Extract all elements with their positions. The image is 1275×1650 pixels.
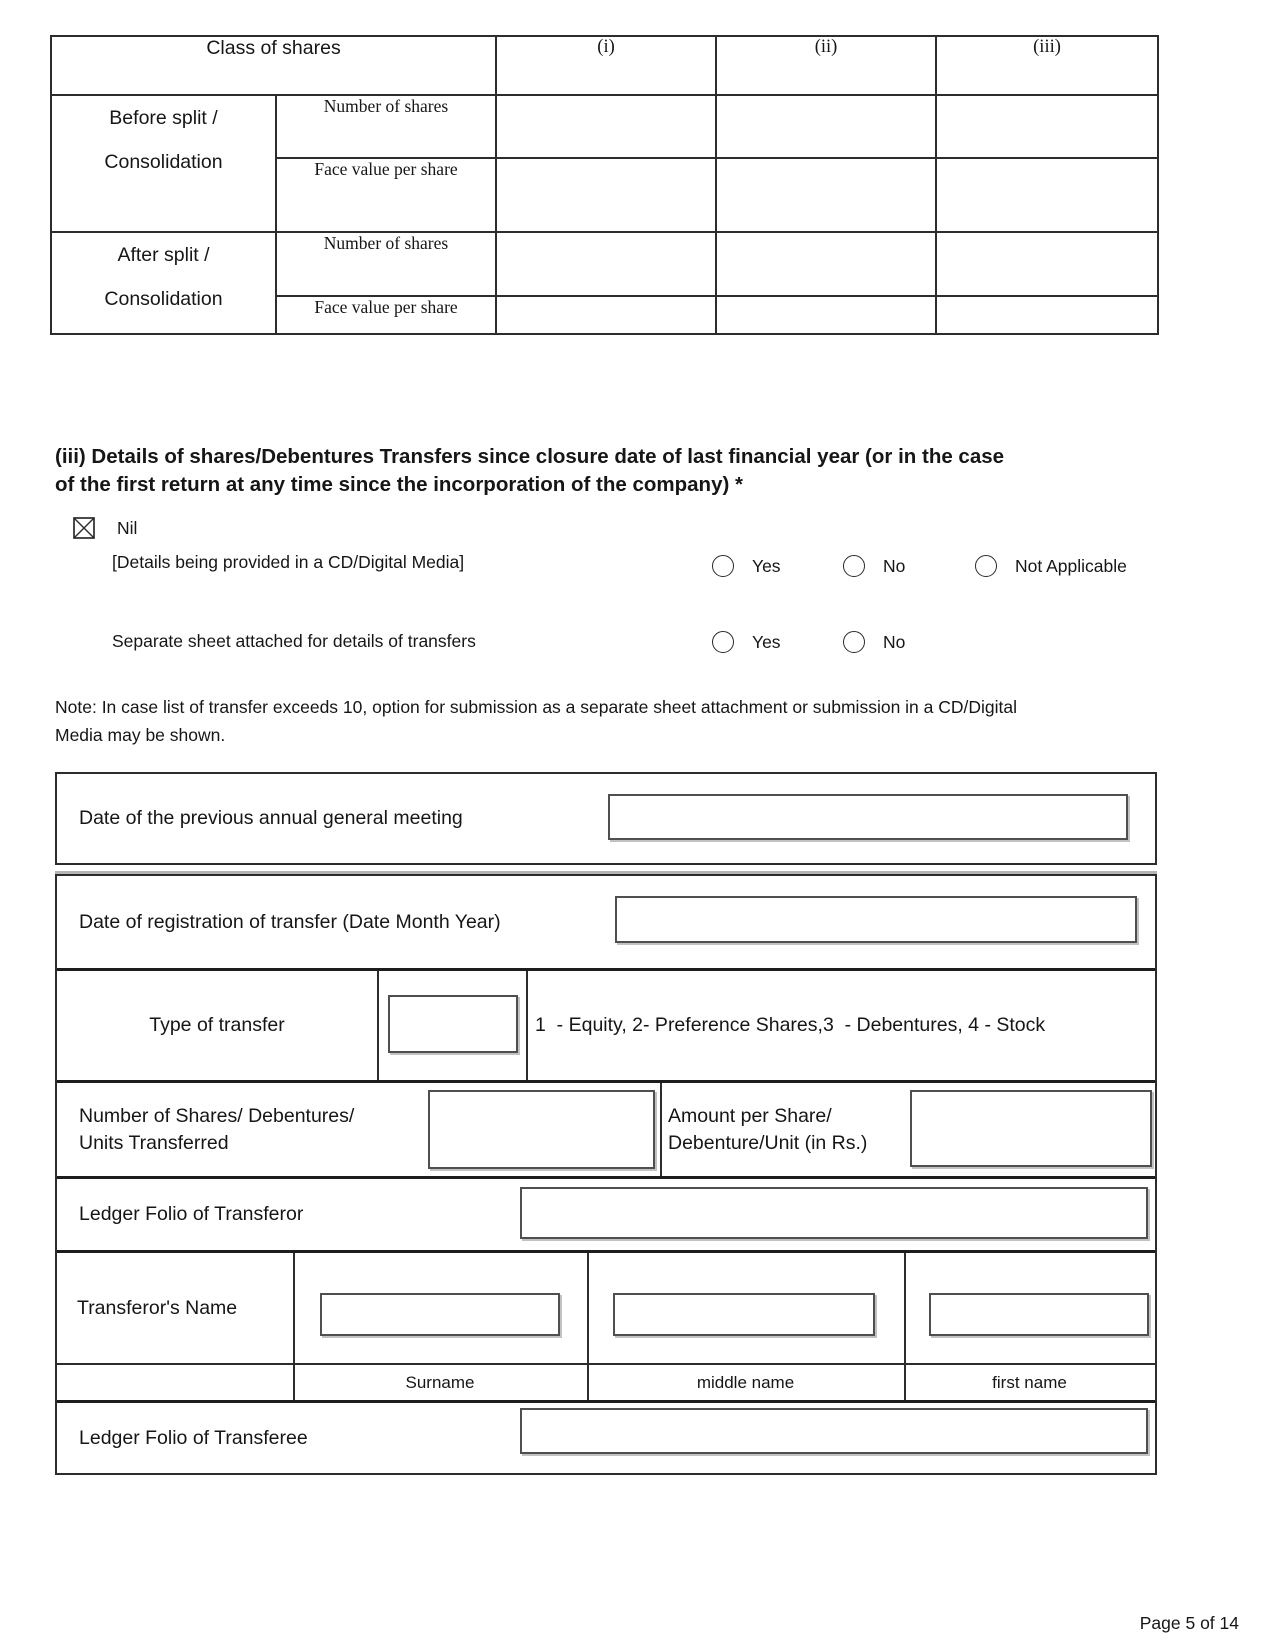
transfer-date-input[interactable] xyxy=(615,896,1137,943)
column-header-ii: (ii) xyxy=(716,36,936,95)
nil-checkbox[interactable] xyxy=(73,517,95,539)
shares-data-cell[interactable] xyxy=(936,232,1158,296)
cd-media-not-applicable-label: Not Applicable xyxy=(1015,556,1127,576)
transferor-name-label: Transferor's Name xyxy=(77,1296,238,1319)
transferee-folio-row xyxy=(57,1400,1155,1473)
transferor-folio-row xyxy=(57,1176,1155,1250)
shares-transferred-row xyxy=(57,1080,1155,1176)
shares-data-cell[interactable] xyxy=(716,296,936,334)
shares-transferred-label xyxy=(79,1083,389,1176)
amount-per-share-input[interactable] xyxy=(910,1090,1152,1167)
transfer-type-label: Type of transfer xyxy=(149,1014,285,1036)
transferor-folio-input[interactable] xyxy=(520,1187,1148,1239)
prev-agm-label: Date of the previous annual general meeting xyxy=(79,807,463,829)
before-split-line2: Consolidation xyxy=(104,151,223,173)
transferee-folio-input[interactable] xyxy=(520,1408,1148,1454)
shares-data-cell[interactable] xyxy=(936,95,1158,158)
transfer-details-box xyxy=(55,874,1157,1475)
transferor-surname-input[interactable] xyxy=(320,1293,560,1336)
section-heading xyxy=(55,443,1165,499)
checkbox-icon xyxy=(73,517,95,539)
transfer-type-input[interactable] xyxy=(388,995,518,1053)
middle-name-label: middle name xyxy=(696,1372,795,1392)
transferee-folio-label: Ledger Folio of Transferee xyxy=(79,1426,308,1449)
radio-icon xyxy=(975,555,997,577)
transferor-folio-label: Ledger Folio of Transferor xyxy=(79,1203,304,1225)
column-header-iii: (iii) xyxy=(936,36,1158,95)
shares-data-cell[interactable] xyxy=(496,95,716,158)
shares-data-cell[interactable] xyxy=(716,232,936,296)
prev-agm-input[interactable] xyxy=(608,794,1128,840)
shares-transferred-label-text: Number of Shares/ Debentures/ Units Transferred xyxy=(79,1104,355,1154)
separate-sheet-no-label: No xyxy=(883,632,906,652)
radio-icon xyxy=(843,555,865,577)
before-split-line1: Before split / xyxy=(109,107,218,129)
cd-media-no-label: No xyxy=(883,556,906,576)
note-line1: Note: In case list of transfer exceeds 10, option for submission as a separate sheet attachment or submission in a CD/Digital xyxy=(55,697,1018,717)
cd-media-yes-radio[interactable] xyxy=(712,553,781,579)
radio-icon xyxy=(712,631,734,653)
cell-divider xyxy=(526,971,528,1080)
note-line2: Media may be shown. xyxy=(55,724,226,745)
transfer-date-row xyxy=(57,876,1155,968)
face-value-label: Face value per share xyxy=(276,158,496,232)
cd-media-no-radio[interactable] xyxy=(843,553,905,579)
amount-per-share-label: Amount per Share/ Debenture/Unit (in Rs.) xyxy=(668,1104,868,1154)
after-split-line2: Consolidation xyxy=(104,288,223,310)
section-heading-line2: of the first return at any time since the incorporation of the company) * xyxy=(55,473,743,496)
shares-data-cell[interactable] xyxy=(496,232,716,296)
radio-icon xyxy=(712,555,734,577)
separate-sheet-label: Separate sheet attached for details of transfers xyxy=(112,631,476,651)
shares-data-cell[interactable] xyxy=(936,296,1158,334)
column-header-i: (i) xyxy=(496,36,716,95)
transfer-type-hint: 1 - Equity, 2- Preference Shares,3 - Debentures, 4 - Stock xyxy=(535,1014,1046,1036)
cd-media-yes-label: Yes xyxy=(752,556,781,576)
shares-data-cell[interactable] xyxy=(936,158,1158,232)
transferor-first-name-input[interactable] xyxy=(929,1293,1149,1336)
shares-data-cell[interactable] xyxy=(716,95,936,158)
cd-media-not-applicable-radio[interactable] xyxy=(975,553,1127,579)
nil-label: Nil xyxy=(117,518,138,538)
number-of-shares-label: Number of shares xyxy=(276,95,496,158)
section-heading-line1: (iii) Details of shares/Debentures Transfers since closure date of last financial year (or in the case xyxy=(55,445,1005,468)
before-split-label xyxy=(51,95,276,232)
shares-data-cell[interactable] xyxy=(496,158,716,232)
cell-divider xyxy=(377,971,379,1080)
surname-label: Surname xyxy=(405,1372,475,1392)
after-split-line1: After split / xyxy=(117,244,210,266)
separate-sheet-yes-radio[interactable] xyxy=(712,629,781,655)
transfer-type-row xyxy=(57,968,1155,1080)
transfer-date-label: Date of registration of transfer (Date Month Year) xyxy=(79,910,501,933)
separate-sheet-yes-label: Yes xyxy=(752,632,781,652)
cell-divider xyxy=(660,1083,662,1176)
shares-data-cell[interactable] xyxy=(716,158,936,232)
shares-data-cell[interactable] xyxy=(496,296,716,334)
transferor-name-row xyxy=(57,1250,1155,1400)
first-name-label: first name xyxy=(992,1372,1067,1392)
shares-transferred-input[interactable] xyxy=(428,1090,655,1169)
face-value-label: Face value per share xyxy=(276,296,496,334)
radio-icon xyxy=(843,631,865,653)
cd-media-label: [Details being provided in a CD/Digital Media] xyxy=(112,552,465,572)
note-text xyxy=(55,694,1163,749)
separate-sheet-no-radio[interactable] xyxy=(843,629,905,655)
number-of-shares-label: Number of shares xyxy=(276,232,496,296)
transferor-middle-name-input[interactable] xyxy=(613,1293,875,1336)
page-number: Page 5 of 14 xyxy=(1139,1613,1239,1633)
after-split-label xyxy=(51,232,276,334)
class-of-shares-table xyxy=(50,35,1159,335)
prev-agm-row xyxy=(55,772,1157,865)
class-of-shares-header: Class of shares xyxy=(51,36,496,95)
